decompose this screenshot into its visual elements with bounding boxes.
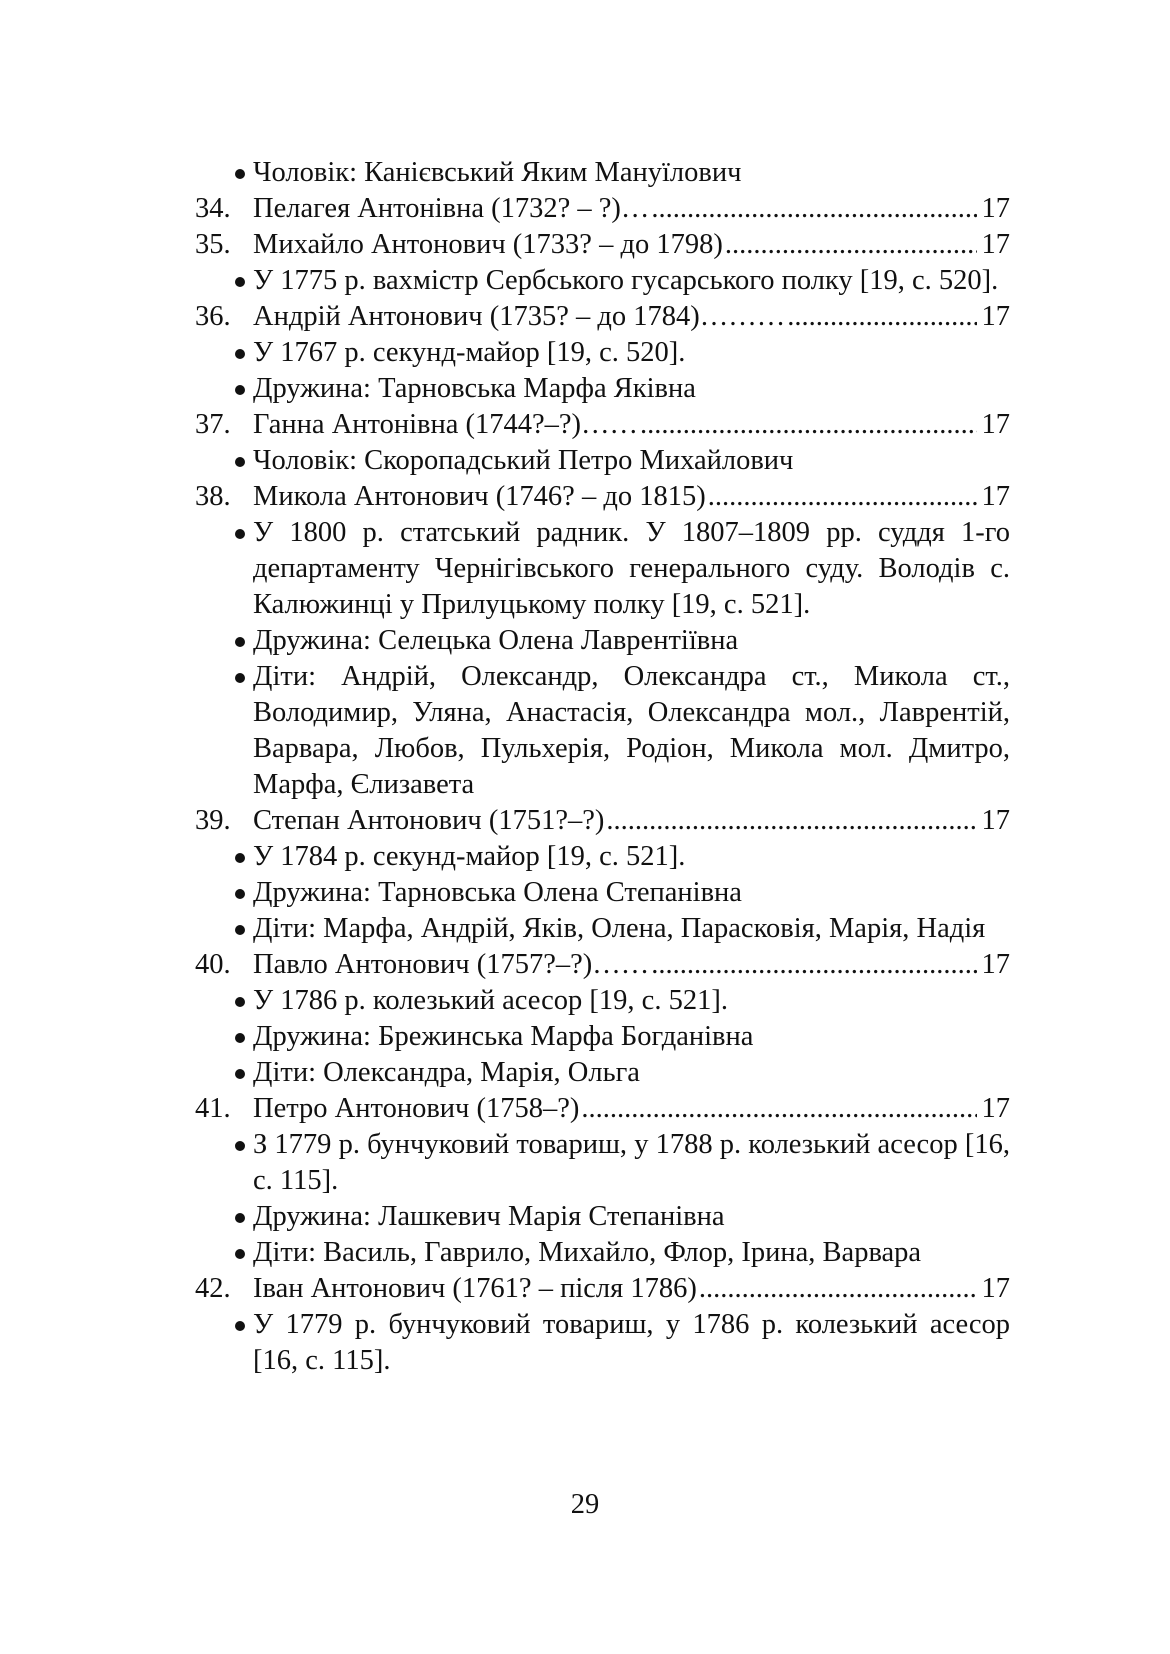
bullet-icon (235, 637, 245, 647)
bullet-text: Дружина: Селецька Олена Лаврентіївна (253, 625, 739, 656)
entry-title: Петро Антонович (1758–?) (253, 1093, 580, 1124)
bullet-icon (235, 853, 245, 863)
entry-page: 17 (981, 1093, 1010, 1124)
bullet-icon (235, 1321, 245, 1331)
entry-page: 17 (981, 805, 1010, 836)
list-item-bullet (195, 1199, 1010, 1235)
list-item-entry (195, 947, 1010, 983)
entry-number: 35. (195, 229, 231, 260)
entry-number: 40. (195, 949, 231, 980)
leader-dots (725, 227, 977, 263)
entry-title: Павло Антонович (1757?–?)…… (253, 949, 650, 980)
entry-number: 39. (195, 805, 231, 836)
bullet-icon (235, 169, 245, 179)
entry-page: 17 (981, 301, 1010, 332)
bullet-icon (235, 385, 245, 395)
leader-dots (640, 407, 976, 443)
list-item-bullet (195, 155, 1010, 191)
entry-number: 41. (195, 1093, 231, 1124)
bullet-icon (235, 457, 245, 467)
page-number: 29 (570, 1489, 600, 1520)
entry-page: 17 (981, 949, 1010, 980)
bullet-text: Чоловік: Канієвський Яким Мануїлович (253, 157, 742, 188)
bullet-text: У 1800 р. статський радник. У 1807–1809 рр. суддя 1-го департаменту Чернігівського генерального суду. Володів с. Калюжинці у Прилуцькому полку [19, с. 521]. (253, 517, 1010, 620)
list-item-bullet (195, 1127, 1010, 1199)
entry-title: Андрій Антонович (1735? – до 1784)……… (253, 301, 786, 332)
bullet-text: З 1779 р. бунчуковий товариш, у 1788 р. колезький асесор [16, с. 115]. (253, 1129, 1010, 1196)
entry-title: Микола Антонович (1746? – до 1815) (253, 481, 706, 512)
list-item-bullet (195, 1055, 1010, 1091)
entry-number: 36. (195, 301, 231, 332)
list-item-bullet (195, 911, 1010, 947)
leader-dots (651, 191, 976, 227)
entry-page: 17 (981, 1273, 1010, 1304)
list-item-bullet (195, 443, 1010, 479)
bullet-icon (235, 1213, 245, 1223)
leader-dots (581, 1091, 976, 1127)
list-item-entry (195, 803, 1010, 839)
list-item-entry (195, 227, 1010, 263)
list-item-entry (195, 407, 1010, 443)
entry-number: 34. (195, 193, 231, 224)
list-item-bullet (195, 875, 1010, 911)
bullet-icon (235, 1069, 245, 1079)
list-item-bullet (195, 515, 1010, 623)
bullet-text: Діти: Марфа, Андрій, Яків, Олена, Парасковія, Марія, Надія (253, 913, 986, 944)
list-item-bullet (195, 263, 1010, 299)
list-item-bullet (195, 1019, 1010, 1055)
list-item-bullet (195, 659, 1010, 803)
list-item-bullet (195, 839, 1010, 875)
bullet-text: Дружина: Лашкевич Марія Степанівна (253, 1201, 725, 1232)
list-item-entry (195, 1091, 1010, 1127)
bullet-icon (235, 673, 245, 683)
bullet-text: У 1784 р. секунд-майор [19, с. 521]. (253, 841, 686, 872)
list-item-entry (195, 191, 1010, 227)
bullet-icon (235, 997, 245, 1007)
entry-page: 17 (981, 229, 1010, 260)
leader-dots (651, 947, 976, 983)
bullet-icon (235, 529, 245, 539)
entry-number: 37. (195, 409, 231, 440)
list-item-bullet (195, 983, 1010, 1019)
entry-page: 17 (981, 409, 1010, 440)
entry-number: 42. (195, 1273, 231, 1304)
entry-title: Степан Антонович (1751?–?) (253, 805, 605, 836)
entry-title: Іван Антонович (1761? – після 1786) (253, 1273, 697, 1304)
bullet-text: У 1786 р. колезький асесор [19, с. 521]. (253, 985, 728, 1016)
bullet-text: Діти: Олександра, Марія, Ольга (253, 1057, 640, 1088)
entry-title: Михайло Антонович (1733? – до 1798) (253, 229, 723, 260)
bullet-icon (235, 349, 245, 359)
list-item-bullet (195, 1235, 1010, 1271)
list-item-bullet (195, 335, 1010, 371)
list-item-entry (195, 1271, 1010, 1307)
bullet-text: У 1775 р. вахмістр Сербського гусарського полку [19, с. 520]. (253, 265, 999, 296)
leader-dots (699, 1271, 977, 1307)
entry-page: 17 (981, 193, 1010, 224)
bullet-text: Чоловік: Скоропадський Петро Михайлович (253, 445, 794, 476)
bullet-text: У 1767 р. секунд-майор [19, с. 520]. (253, 337, 686, 368)
genealogy-list (195, 155, 1010, 1379)
list-item-entry (195, 479, 1010, 515)
bullet-text: Дружина: Тарновська Олена Степанівна (253, 877, 742, 908)
leader-dots (606, 803, 976, 839)
entry-title: Ганна Антонівна (1744?–?)…… (253, 409, 639, 440)
entry-number: 38. (195, 481, 231, 512)
bullet-text: Дружина: Брежинська Марфа Богданівна (253, 1021, 754, 1052)
bullet-icon (235, 889, 245, 899)
entry-page: 17 (981, 481, 1010, 512)
leader-dots (708, 479, 977, 515)
list-item-bullet (195, 1307, 1010, 1379)
bullet-text: Діти: Андрій, Олександр, Олександра ст., Микола ст., Володимир, Уляна, Анастасія, Олександра мол., Лаврентій, Варвара, Любов, Пульхерія, Родіон, Микола мол. Дмитро, Марфа, Єлизавета (253, 661, 1010, 800)
bullet-icon (235, 925, 245, 935)
bullet-icon (235, 1033, 245, 1043)
list-item-entry (195, 299, 1010, 335)
bullet-text: Діти: Василь, Гаврило, Михайло, Флор, Ірина, Варвара (253, 1237, 922, 1268)
bullet-text: У 1779 р. бунчуковий товариш, у 1786 р. колезький асесор [16, с. 115]. (253, 1309, 1010, 1376)
bullet-icon (235, 277, 245, 287)
bullet-icon (235, 1249, 245, 1259)
entry-title: Пелагея Антонівна (1732? – ?)… (253, 193, 650, 224)
leader-dots (787, 299, 976, 335)
list-item-bullet (195, 623, 1010, 659)
bullet-icon (235, 1141, 245, 1151)
list-item-bullet (195, 371, 1010, 407)
bullet-text: Дружина: Тарновська Марфа Яківна (253, 373, 696, 404)
